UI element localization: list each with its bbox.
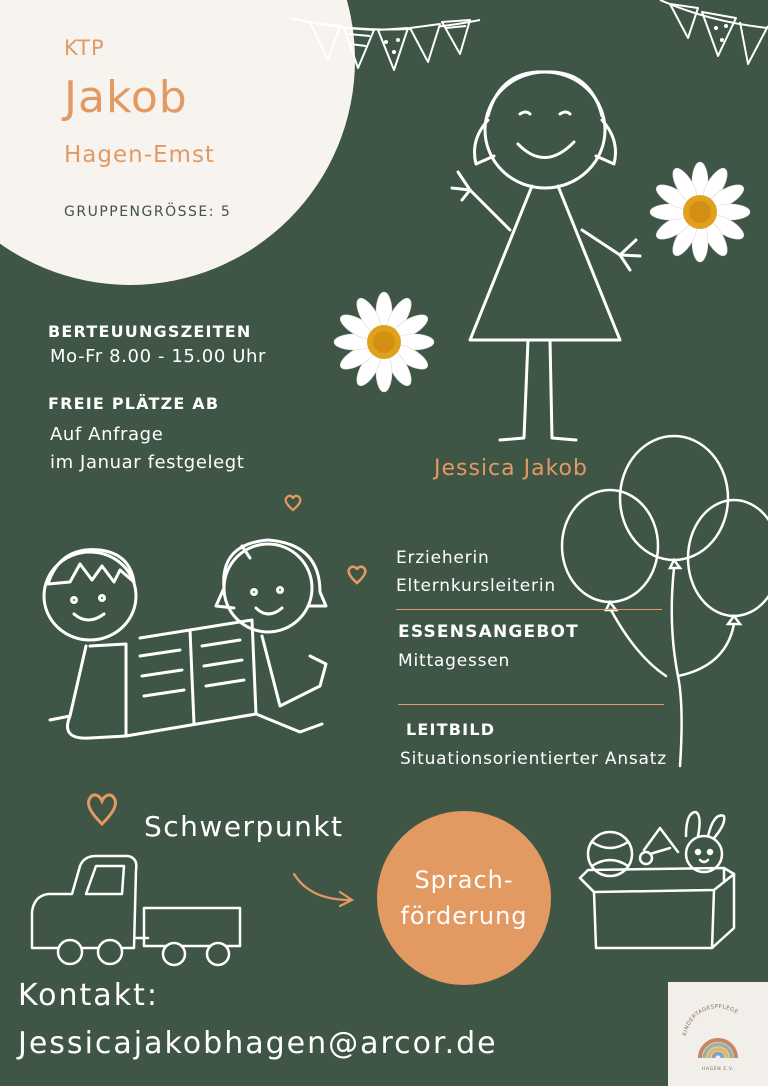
divider-line [398, 704, 664, 705]
food-heading: ESSENSANGEBOT [398, 622, 579, 642]
mission-value: Situationsorientierter Ansatz [400, 749, 667, 769]
provider-name: Jakob [64, 72, 188, 123]
free-places-heading: FREIE PLÄTZE AB [48, 394, 220, 413]
arrow-icon [290, 870, 360, 910]
focus-line2: förderung [400, 902, 528, 930]
daisy-icon [332, 290, 436, 394]
food-value: Mittagessen [398, 651, 511, 671]
mission-heading: LEITBILD [406, 720, 496, 739]
toy-truck-icon [26, 850, 246, 970]
daisy-icon [648, 160, 752, 264]
free-places-line2: im Januar festgelegt [50, 452, 245, 473]
heart-icon [284, 494, 302, 512]
logo-box [668, 982, 768, 1086]
heart-icon [86, 790, 118, 826]
person-name: Jessica Jakob [434, 456, 588, 481]
girl-drawing-icon [440, 60, 650, 450]
logo-rainbow-icon [668, 982, 768, 1086]
ktp-label: KTP [64, 36, 105, 60]
person-role2: Elternkursleiterin [396, 576, 556, 596]
focus-line1: Sprach- [414, 866, 514, 894]
provider-city: Hagen-Emst [64, 142, 215, 168]
svg-text:KINDERTAGESPFLEGE [682, 1004, 739, 1036]
care-times-heading: BERTEUUNGSZEITEN [48, 322, 252, 341]
divider-line [396, 609, 662, 610]
person-role1: Erzieherin [396, 548, 490, 568]
logo-arc-text: KINDERTAGESPFLEGE [682, 1003, 740, 1037]
contact-label: Kontakt: [18, 978, 159, 1013]
kids-reading-icon [30, 526, 330, 756]
balloons-icon [556, 436, 768, 766]
care-times-value: Mo-Fr 8.00 - 15.00 Uhr [50, 346, 266, 367]
logo-bottom-text: HAGEN E.V. [701, 1067, 735, 1072]
focus-circle [377, 811, 551, 985]
free-places-line1: Auf Anfrage [50, 424, 164, 445]
contact-email[interactable]: Jessicajakobhagen@arcor.de [18, 1026, 498, 1061]
toy-box-icon [574, 808, 744, 954]
focus-label: Schwerpunkt [144, 810, 344, 843]
group-size: GRUPPENGRÖSSE: 5 [64, 204, 232, 220]
heart-icon [346, 564, 368, 586]
